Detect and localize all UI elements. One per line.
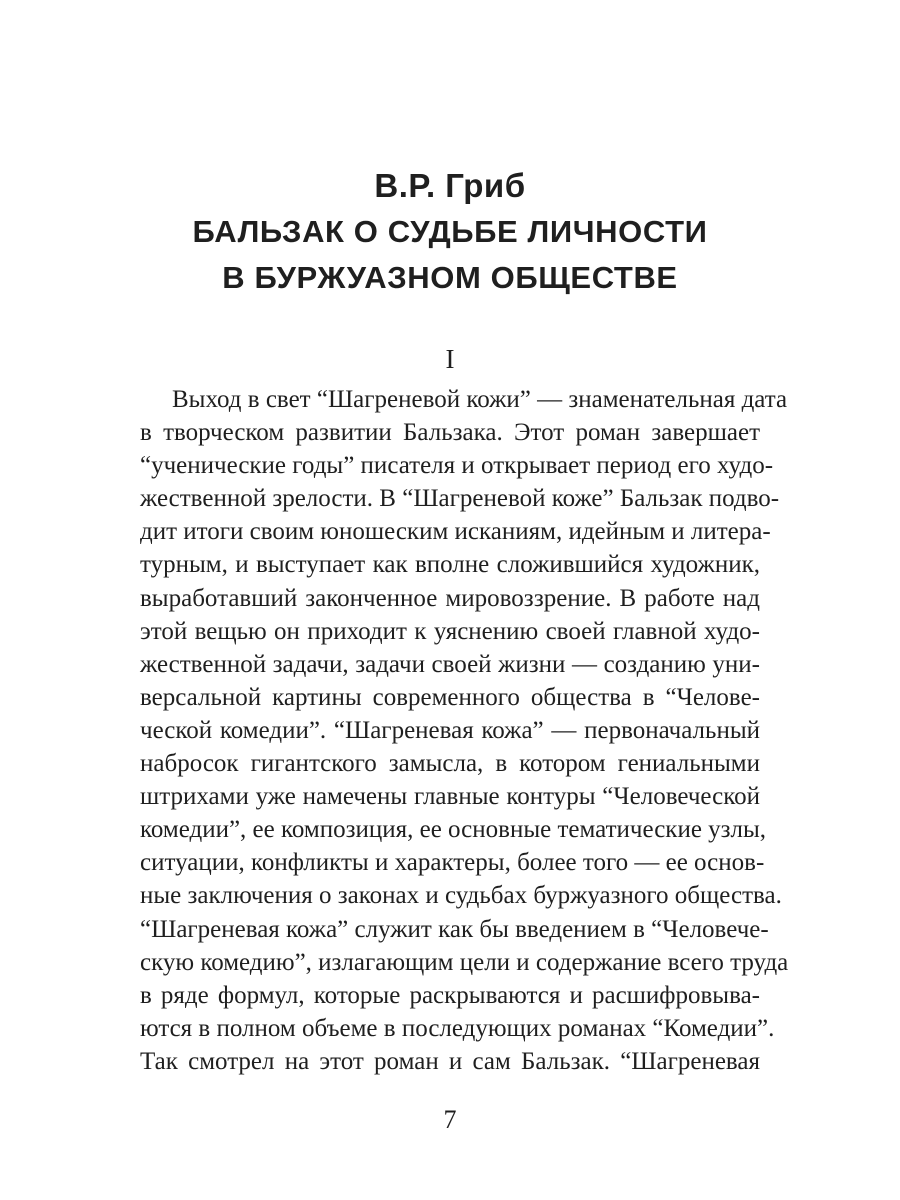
text-line: этой вещью он приходит к уяснению своей главной худо- (140, 617, 760, 645)
text-line: ются в полном объеме в последующих романах “Комедии”. (140, 1014, 775, 1042)
text-line: скую комедию”, излагающим цели и содержание всего труда (140, 948, 789, 976)
page-number: 7 (443, 1105, 457, 1134)
author-name: В.Р. Гриб (374, 167, 526, 204)
text-line: ситуации, конфликты и характеры, более того — ее основ- (140, 849, 765, 877)
text-line: Выход в свет “Шагреневой кожи” — знаменательная дата (172, 386, 788, 413)
text-line: жественной задачи, задачи своей жизни — созданию уни- (140, 650, 760, 678)
text-line: Так смотрел на этот роман и сам Бальзак. “Шагреневая (140, 1047, 760, 1075)
body-text (140, 383, 789, 1078)
text-line: в творческом развитии Бальзака. Этот роман завершает (140, 419, 760, 447)
chapter-title-line-1: БАЛЬЗАК О СУДЬБЕ ЛИЧНОСТИ (192, 214, 708, 249)
text-line: в ряде формул, которые раскрываются и расшифровыва- (140, 981, 760, 1009)
chapter-heading (0, 163, 900, 301)
text-line: “Шагреневая кожа” служит как бы введением в “Человече- (140, 915, 769, 943)
section-number: I (445, 344, 455, 374)
text-line: штрихами уже намечены главные контуры “Человеческой (140, 783, 760, 811)
chapter-title-line-2: В БУРЖУАЗНОМ ОБЩЕСТВЕ (222, 260, 678, 295)
text-line: “ученические годы” писателя и открывает период его худо- (140, 452, 774, 480)
text-line: выработавший законченное мировоззрение. В работе над (140, 584, 760, 612)
text-line: комедии”, ее композиция, ее основные тематические узлы, (140, 816, 767, 844)
text-line: жественной зрелости. В “Шагреневой коже” Бальзак подво- (140, 485, 780, 513)
text-line: ные заключения о законах и судьбах буржуазного общества. (140, 882, 782, 910)
text-line: дит итоги своим юношеским исканиям, идейным и литера- (140, 518, 771, 546)
text-line: версальной картины современного общества в “Челове- (140, 683, 760, 711)
text-line: набросок гигантского замысла, в котором гениальными (140, 750, 760, 778)
text-line: турным, и выступает как вполне сложившийся художник, (140, 551, 760, 579)
text-line: ческой комедии”. “Шагреневая кожа” — первоначальный (140, 716, 760, 744)
